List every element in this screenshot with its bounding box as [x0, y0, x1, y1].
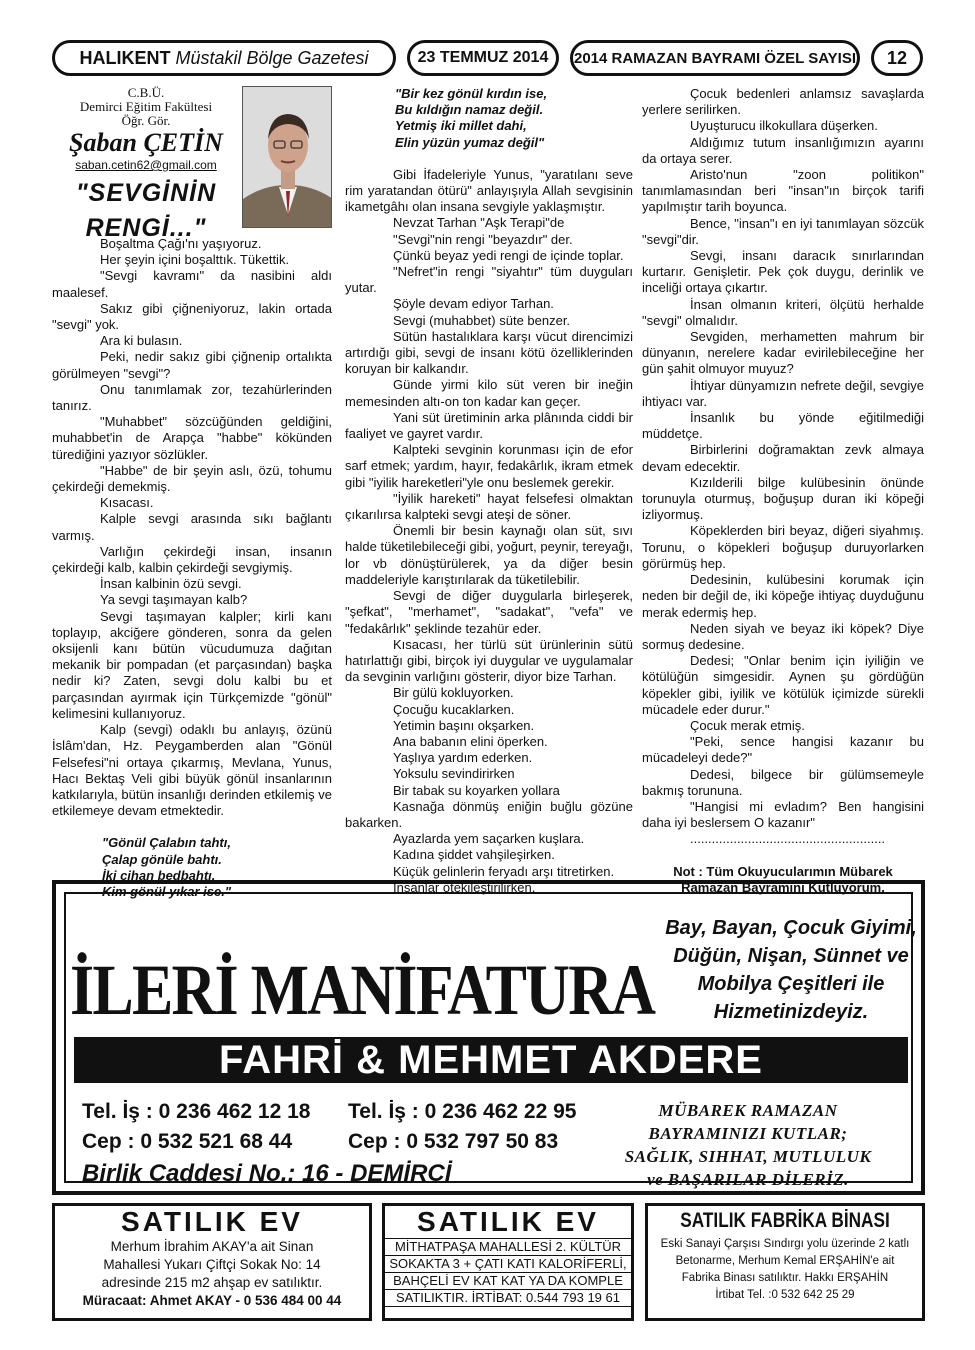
author-name: Şaban ÇETİN	[69, 128, 223, 157]
paragraph: Aristo'nun "zoon politikon" tanımlamasından beri "insan"ın birçok tarifi yapılmıştır tarih boyunca.	[642, 167, 924, 215]
paragraph: Neden siyah ve beyaz iki köpek? Diye sormuş dedesine.	[642, 620, 924, 652]
author-note: Not : Tüm Okuyucularımın Mübarek	[673, 863, 893, 879]
paragraph: Dedesi; "Onlar benim için iyiliğin ve kötülüğün simgesidir. Aynen şu gördüğün köpekler gibi, iyilik ve kötülük içimizde sürekli mücadele eder durur."	[642, 653, 924, 717]
poem-line: "Gönül Çalabın tahtı,	[102, 835, 231, 851]
paragraph: Kalp (sevgi) odaklı bu anlayış, özünü İslâm'dan, Hz. Peygamberden alan "Gönül Felsefesi"ni ortaya çıkarmış, Mevlana, Yunus, Hacı Bektaş Veli gibi büyük gönül insanlarının katkılarıyla, bütün insanlığı derinden etkilemiş ve etkilemeye devam etmektedir.	[52, 722, 332, 819]
ad-heading: SATILIK FABRİKA BİNASI	[680, 1209, 890, 1232]
paragraph: "Sevgi"nin rengi "beyazdır" der.	[393, 231, 573, 247]
paragraph: "Peki, sence hangisi kazanır bu mücadeleyi dede?"	[642, 734, 924, 766]
paragraph: Önemli bir besin kaynağı olan süt, sıvı halde tüketilebileceği gibi, yoğurt, peynir, tereyağı, lor vb dönüştürülerek, ya da diğer besin maddeleriyle karıştırılarak da tüketilebilir.	[345, 523, 633, 587]
article-column-1	[52, 86, 332, 900]
paragraph: Varlığın çekirdeği insan, insanın çekirdeği kalb, kalbin çekirdeği sevgiymiş.	[52, 543, 332, 576]
paragraph: Küçük gelinlerin feryadı arşı titretirken.	[393, 863, 615, 879]
paragraph: Sakız gibi çiğneniyoruz, lakin ortada "sevgi" yok.	[52, 300, 332, 333]
ad-mobile-phone-2: Cep : 0 532 797 50 83	[348, 1130, 559, 1153]
paragraph: Köpeklerden biri beyaz, diğeri siyahmış. Torunu, o köpekleri boğuşup duruyorlarken görürmüş hep.	[642, 523, 924, 571]
ad-contact: SATILIKTIR. İRTİBAT: 0.544 793 19 61	[385, 1289, 631, 1307]
paragraph: Onu tanımlamak zor, tezahürlerinden tanırız.	[52, 381, 332, 414]
ad-text-line: Fabrika Binası satılıktır. Hakkı ERŞAHİN	[681, 1272, 889, 1284]
ad-store-name: İLERİ MANİFATURA	[70, 950, 655, 1030]
ad-owners-banner: FAHRİ & MEHMET AKDERE	[74, 1037, 908, 1083]
paragraph: Kısacası, her türlü süt ürünlerinin sütü hatırlattığı gibi, birçok iyi duygular ve uygulamalar da sevginin varlığını gösterir, diyor bize Tarhan.	[345, 636, 633, 685]
special-issue-label: 2014 RAMAZAN BAYRAMI ÖZEL SAYISI	[570, 40, 860, 76]
paragraph: Sevgi de diğer duygularla birleşerek, "şefkat", "merhamet", "sadakat", "vefa" ve "fedakârlık" şeklinde tezahür eder.	[345, 588, 633, 636]
paragraph: Bence, "insan"ı en iyi tanımlayan sözcük "sevgi"dir.	[642, 215, 924, 247]
paragraph: "Hangisi mi evladım? Ben hangisini daha iyi beslersem O kazanır"	[642, 798, 924, 831]
paragraph: Kızılderili bilge kulübesinin önünde torunuyla oturmuş, boğuşup duran iki köpeği izliyormuş.	[642, 474, 924, 523]
paragraph: Kısacası.	[100, 495, 154, 511]
poem-line: İki cihan bedbahtı,	[102, 867, 216, 883]
author-rank: Öğr. Gör.	[121, 113, 171, 128]
ad-mobile-phone-1: Cep : 0 532 521 68 44	[82, 1130, 293, 1153]
ileri-manifatura-ad	[52, 880, 925, 1195]
paragraph: Peki, nedir sakız gibi çiğnenip ortalıkta görülmeyen "sevgi"?	[52, 349, 332, 381]
poem-line: Yetmiş iki millet dahi,	[395, 118, 527, 134]
ad-tagline: Bay, Bayan, Çocuk Giyimi, Düğün, Nişan, Sünnet ve Mobilya Çeşitleri ile Hizmetinizdeyiz.	[665, 917, 917, 1023]
paragraph: Sevgiden, merhametten mahrum bir dünyanın, nerelere kadar evirilebileceğine her gün şahit olmuyor muyuz?	[642, 329, 924, 377]
paragraph: Bir tabak su koyarken yollara	[393, 782, 560, 798]
page-number: 12	[871, 40, 923, 76]
author-block	[52, 85, 332, 242]
article-title-line-1: "SEVGİNİN	[75, 179, 217, 207]
ad-text-line: adresinde 215 m2 ahşap ev satılıktır.	[101, 1275, 323, 1290]
paragraph: Çünkü beyaz yedi rengi de içinde toplar.	[393, 247, 624, 263]
ad-holiday-greeting: MÜBAREK RAMAZAN BAYRAMINIZI KUTLAR; SAĞLIK, SIHHAT, MUTLULUK ve BAŞARILAR DİLERİZ.	[624, 1101, 872, 1189]
paragraph: İhtiyar dünyamızın nefrete değil, sevgiye ihtiyacı var.	[642, 377, 924, 409]
paragraph: Ara ki bulasın.	[100, 333, 183, 349]
paragraph: İnsan kalbinin özü sevgi.	[100, 576, 242, 592]
paragraph: Bir gülü kokluyorken.	[393, 685, 514, 701]
house-for-sale-ad-1	[52, 1203, 372, 1321]
poem-line: Bu kıldığın namaz değil.	[395, 102, 544, 118]
ad-contact: Müracaat: Ahmet AKAY - 0 536 484 00 44	[82, 1293, 342, 1308]
paragraph: Ana babanın elini öperken.	[393, 733, 548, 749]
paragraph: Yetimin başını okşarken.	[393, 717, 535, 733]
article-column-3	[642, 86, 924, 896]
paragraph: Çocuğu kucaklarken.	[393, 701, 515, 717]
paragraph: "Sevgi kavramı" da nasibini aldı maalesef.	[52, 268, 332, 300]
paragraph: "İyilik hareketi" hayat felsefesi olmaktan çıkarılırsa kalpteki sevgi ateşi de söner.	[345, 490, 633, 523]
ad-text-line: SOKAKTA 3 + ÇATI KATI KALORİFERLİ,	[385, 1255, 631, 1272]
paragraph: Kasnağa dönmüş eniğin buğlu gözüne bakarken.	[345, 798, 633, 830]
paragraph: ......................................................	[690, 831, 886, 847]
ad-text-line: Mahallesi Yukarı Çiftçi Sokak No: 14	[103, 1257, 321, 1272]
article-column-2	[345, 86, 633, 896]
paragraph: Sevgi, insanı daracık sınırlarından kurtarır. Genişletir. Pek çok duygu, derinlik ve inceliği ortaya çıkartır.	[642, 248, 924, 296]
paragraph: Çocuk merak etmiş.	[690, 717, 805, 733]
paragraph: Nevzat Tarhan "Aşk Terapi"de	[393, 215, 565, 231]
paragraph: Sevgi taşımayan kalpler; kirli kanı toplayıp, akciğere gönderen, sonra da gelen oksijenli kanı bütün vücudumuza dağıtan mekanik bir pompadan (et parçasından) başka nedir ki? Zaten, sevgi dolu kalbi bu et parçasından ayırmak için Türkçemizde "gönül" kelimesini kullanıyoruz.	[52, 608, 332, 721]
ad-heading: SATILIK EV	[417, 1206, 599, 1237]
paragraph: "Habbe" de bir şeyin aslı, özü, tohumu çekirdeği demekmiş.	[52, 462, 332, 495]
author-email[interactable]: saban.cetin62@gmail.com	[75, 158, 217, 172]
poem-line: Elin yüzün yumaz değil"	[395, 134, 545, 150]
poem-line: Çalap gönüle bahtı.	[102, 851, 222, 867]
paragraph: Yaşlıya yardım ederken.	[393, 750, 533, 766]
author-faculty: Demirci Eğitim Fakültesi	[79, 99, 213, 114]
paragraph: "Muhabbet" sözcüğünden geldiğini, muhabbet'in de Arapça "habbe" kökünden türediğini yazıyor sözlükler.	[52, 414, 332, 462]
paragraph: Günde yirmi kilo süt veren bir ineğin memesinden altı-on ton kadar kan geçer.	[345, 377, 633, 409]
paragraph: Yoksulu sevindirirken	[393, 766, 515, 782]
paragraph: Sevgi (muhabbet) süte benzer.	[393, 312, 571, 328]
ad-text-line: MİTHATPAŞA MAHALLESİ 2. KÜLTÜR	[385, 1238, 631, 1255]
paragraph: Şöyle devam ediyor Tarhan.	[393, 296, 554, 312]
paragraph: Yani süt üretiminin arka plânında ciddi bir faaliyet ve gayret vardır.	[345, 409, 633, 442]
newspaper-title: HALIKENT	[79, 47, 171, 68]
issue-date: 23 TEMMUZ 2014	[407, 40, 559, 76]
author-note: Ramazan Bayramını Kutluyorum.	[681, 879, 885, 895]
newspaper-subtitle: Müstakil Bölge Gazetesi	[175, 47, 369, 68]
paragraph: Sütün hastalıklara karşı vücut direncimizi artırdığı gibi, sevgi de insanı kötü özelliklerinden koruyan bir kalkandır.	[345, 328, 633, 377]
paragraph: İnsanlık bu yönde eğitilmediği müddetçe.	[642, 410, 924, 442]
author-institution: C.B.Ü.	[127, 85, 165, 100]
ad-work-phone-1: Tel. İş : 0 236 462 12 18	[82, 1100, 311, 1123]
paragraph: Gibi İfadeleriyle Yunus, "yaratılanı seve rim yaratandan ötürü" anlayışıyla Allah sevgisinin ikametgâhı olan insana sevgiyle yaklaşmıştır.	[345, 166, 633, 215]
paragraph: Birbirlerini doğramaktan zevk almaya devam edecektir.	[642, 442, 924, 474]
house-for-sale-ad-2	[382, 1203, 634, 1321]
ad-heading: SATILIK EV	[55, 1206, 369, 1238]
ad-text-line: Betonarme, Merhum Kemal ERŞAHİN'e ait	[675, 1255, 895, 1267]
paragraph: Kadına şiddet vahşileşirken.	[393, 847, 555, 863]
paragraph: İnsanlar ötekileştirilirken.	[393, 879, 536, 895]
paragraph: Boşaltma Çağı'nı yaşıyoruz.	[100, 236, 262, 251]
ad-work-phone-2: Tel. İş : 0 236 462 22 95	[348, 1100, 577, 1123]
poem-line: "Bir kez gönül kırdın ise,	[395, 86, 548, 101]
ad-contact: İrtibat Tel. :0 532 642 25 29	[715, 1289, 855, 1301]
article-title-line-2: RENGİ..."	[85, 214, 207, 242]
ad-text-line: Merhum İbrahim AKAY'a ait Sinan	[110, 1239, 314, 1254]
paragraph: Çocuk bedenleri anlamsız savaşlarda yerlere serilirken.	[642, 86, 924, 118]
paragraph: Kalple sevgi arasında sıkı bağlantı varmış.	[52, 511, 332, 543]
ad-text-line: BAHÇELİ EV KAT KAT YA DA KOMPLE	[385, 1272, 631, 1289]
newspaper-name	[52, 40, 396, 76]
paragraph: Kalpteki sevginin korunması için de efor sarf etmek; yardım, hayır, fedakârlık, ikram etmek gibi "iyilik hareketleri"yle onu beslemek gerekir.	[345, 442, 633, 490]
paragraph: "Nefret"in rengi "siyahtır" tüm duyguları yutar.	[345, 264, 633, 296]
paragraph: Uyuşturucu ilkokullara düşerken.	[690, 118, 878, 134]
paragraph: Her şeyin içini boşalttık. Tükettik.	[100, 252, 290, 268]
poem-line: Kim gönül yıkar ise."	[102, 883, 231, 899]
paragraph: Dedesinin, kulübesini korumak için neden bir değil de, iki köpeğe ihtiyaç duyduğunu merak edermiş hep.	[642, 572, 924, 620]
paragraph: İnsan olmanın kriteri, ölçütü herhalde "sevgi" olmalıdır.	[642, 296, 924, 328]
ad-text-line: Eski Sanayi Çarşısı Sındırgı yolu üzerinde 2 katlı	[660, 1238, 910, 1250]
paragraph: Dedesi, bilgece bir gülümsemeyle bakmış torununa.	[642, 766, 924, 798]
author-photo	[242, 86, 332, 228]
paragraph: Ya sevgi taşımayan kalb?	[100, 592, 248, 608]
ad-address: Birlik Caddesi No.: 16 - DEMİRCİ	[82, 1160, 452, 1187]
paragraph: Aldığımız tutum insanlığımızın ayarını da ortaya serer.	[642, 134, 924, 166]
factory-for-sale-ad	[645, 1203, 925, 1321]
paragraph: Ayazlarda yem saçarken kuşlara.	[393, 831, 585, 847]
